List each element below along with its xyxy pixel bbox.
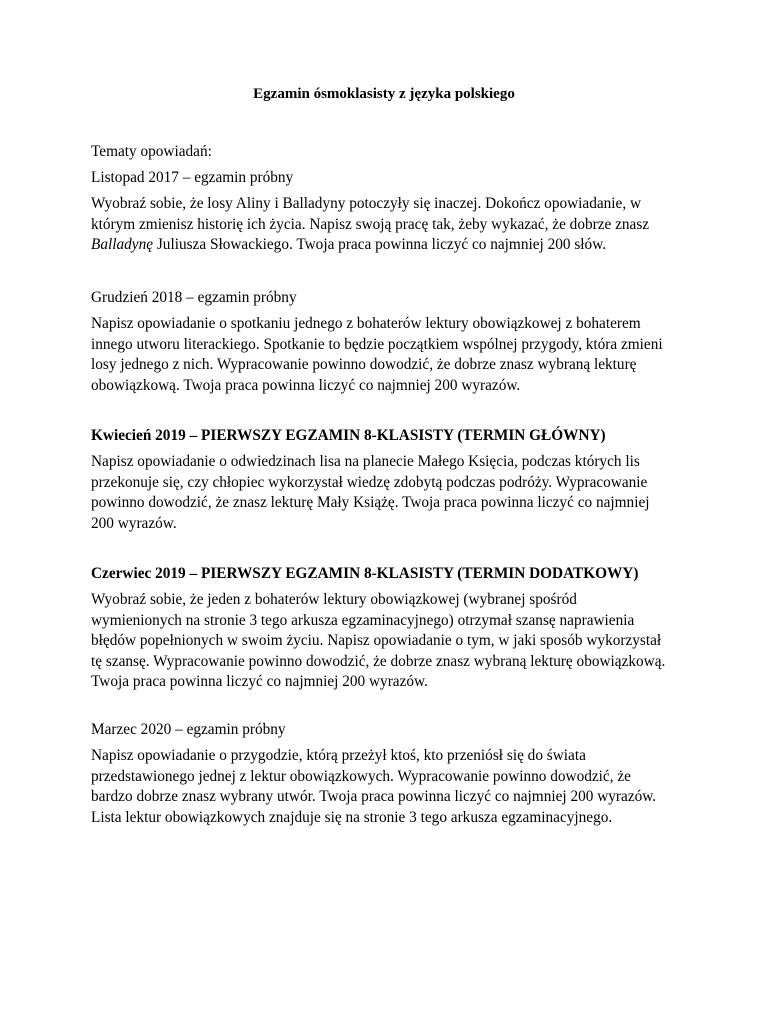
section-body-line: Lista lektur obowiązkowych znajduje się na stronie 3 tego arkusza egzaminacyjnego. [91,808,613,826]
section-heading-kwiecien-2019: Kwiecień 2019 – PIERWSZY EGZAMIN 8-KLASISTY (TERMIN GŁÓWNY) [91,427,606,444]
section-body-line-rest: Juliusza Słowackiego. Twoja praca powinna liczyć co najmniej 200 słów. [153,236,607,253]
section-heading-marzec-2020: Marzec 2020 – egzamin próbny [91,721,286,738]
section-body-line: powinno dowodzić, że znasz lekturę Mały Książę. Twoja praca powinna liczyć co najmniej [91,494,650,511]
document-title: Egzamin ósmoklasisty z języka polskiego [253,86,515,102]
section-body-line: przekonuje się, czy chłopiec wykorzystał wiedzę zdobytą podczas podróży. Wypracowanie [91,473,648,491]
section-body-line: przedstawionego jednej z lektur obowiązkowych. Wypracowanie powinno dowodzić, że [91,767,631,785]
section-body-line: obowiązkową. Twoja praca powinna liczyć co najmniej 200 wyrazów. [91,376,521,394]
section-body-line: innego utworu literackiego. Spotkanie to będzie początkiem wspólnej przygody, która zmieni [91,335,663,353]
topics-label: Tematy opowiadań: [91,143,212,160]
section-body-line: Wyobraź sobie, że losy Aliny i Balladyny potoczyły się inaczej. Dokończ opowiadanie, w [91,195,642,212]
section-heading-grudzien-2018: Grudzień 2018 – egzamin próbny [91,289,297,306]
section-body-line: Napisz opowiadanie o spotkaniu jednego z bohaterów lektury obowiązkowej z bohaterem [91,315,641,332]
book-title-balladyna: Balladynę [91,236,154,253]
section-body-line: błędów popełnionych w swoim życiu. Napisz opowiadanie o tym, w jaki sposób wykorzystał [91,632,662,649]
section-body-grudzien-2018 [91,314,691,396]
section-body-line: Napisz opowiadanie o przygodzie, którą przeżył ktoś, kto przeniósł się do świata [91,747,586,764]
section-body-line [91,235,691,256]
section-body-line: Wyobraź sobie, że jeden z bohaterów lektury obowiązkowej (wybranej spośród [91,591,577,608]
section-body-line: losy jednego z nich. Wypracowanie powinno dowodzić, że dobrze znasz wybraną lekturę [91,356,637,373]
section-body-listopad-2017 [91,194,691,256]
section-body-line: Napisz opowiadanie o odwiedzinach lisa na planecie Małego Księcia, podczas których lis [91,453,640,470]
section-body-line: 200 wyrazów. [91,514,177,532]
section-body-line: wymienionych na stronie 3 tego arkusza egzaminacyjnego) otrzymał szansę naprawienia [91,611,635,629]
section-body-line: tę szansę. Wypracowanie powinno dowodzić, że dobrze znasz wybraną lekturę obowiązkową. [91,652,666,670]
section-body-czerwiec-2019 [91,590,691,693]
section-heading-czerwiec-2019: Czerwiec 2019 – PIERWSZY EGZAMIN 8-KLASISTY (TERMIN DODATKOWY) [91,565,639,582]
section-body-line: bardzo dobrze znasz wybrany utwór. Twoja praca powinna liczyć co najmniej 200 wyrazów. [91,788,657,805]
section-body-marzec-2020 [91,746,691,828]
section-body-line: którym zmienisz historię ich życia. Napisz swoją pracę tak, żeby wykazać, że dobrze znasz [91,215,650,233]
section-heading-listopad-2017: Listopad 2017 – egzamin próbny [91,169,294,186]
section-body-line: Twoja praca powinna liczyć co najmniej 200 wyrazów. [91,673,428,690]
section-body-kwiecien-2019 [91,452,691,534]
